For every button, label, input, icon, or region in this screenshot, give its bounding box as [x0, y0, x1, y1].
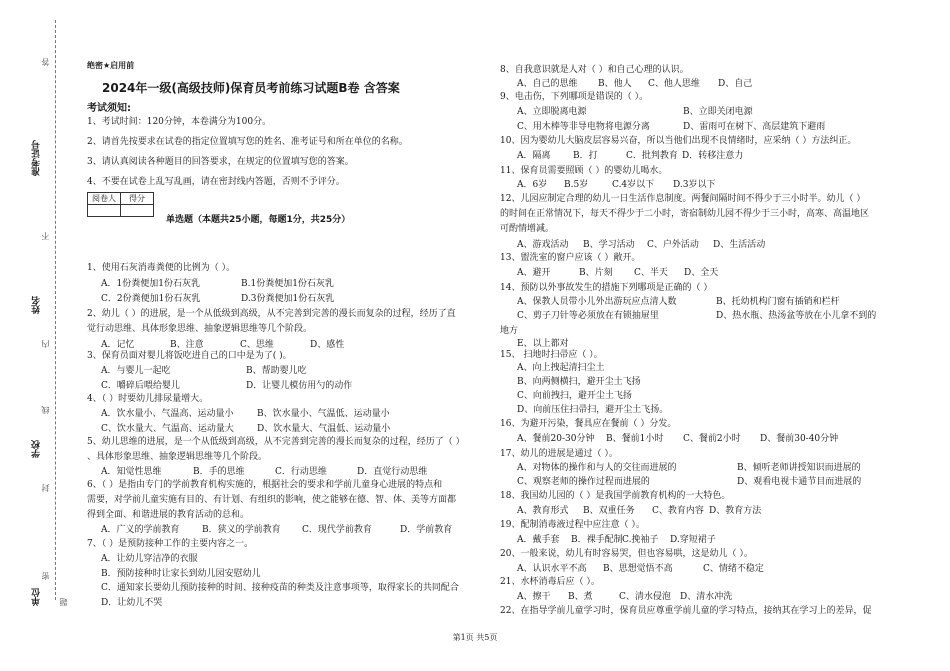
question-line: C、剪子刀针等必须放在有锁抽屉里	[517, 311, 659, 321]
question-line: 12、儿园应制定合理的幼儿一日生活作息制度。两餐间隔时间不得少于三小时半。幼儿（ ）	[500, 194, 866, 204]
question-line: D、感性	[310, 340, 345, 350]
question-line: D.穿短裙子	[670, 535, 716, 545]
question-line: B．狭义的学前教育	[202, 525, 281, 535]
question-line: 14、预防以外事故发生的措施下列哪项是正确的（ ）	[500, 283, 713, 293]
question-line: C．2份粪便加1份石灰乳	[101, 294, 201, 304]
score-table	[87, 192, 154, 217]
question-line: 需要，对学前儿童实施有目的、有计划、有组织的影响，使之能够在德、智、体、美等方面都	[87, 495, 457, 505]
question-line: 10、因为婴幼儿大脑皮层容易兴奋，所以当他们出现不良情绪时，应采纳（ ）方法纠正。	[500, 136, 857, 146]
question-line: B、思想觉悟不高	[603, 564, 673, 574]
question-line: 4、（ ）时要幼儿排尿量增大。	[87, 394, 209, 404]
seal-mark: 封	[41, 484, 50, 492]
question-line: 20、一般来说，幼儿有时容易哭，但也容易哄，这是幼儿（ ）。	[500, 549, 753, 559]
question-line: B．手的思维	[193, 467, 245, 477]
question-line: B、片刻	[579, 268, 613, 278]
question-line: A、对物体的操作和与人的交往而进展的	[517, 463, 677, 473]
school-label: 学校	[32, 440, 42, 458]
question-line: C.挽袖子	[622, 535, 659, 545]
question-line: 5、幼儿思维的进展，是一个从低级到高级，从不完善到完善的漫长而复杂的过程，经历了（ ）	[87, 437, 465, 447]
question-line: B、倾听老师讲授知识而进展的	[737, 463, 861, 473]
question-line: 13、盥洗室的窗户应该（ ）敞开。	[500, 253, 641, 263]
question-line: B.5岁	[564, 180, 589, 190]
question-line: D.3岁以下	[673, 180, 716, 190]
question-line: C、餐前2小时	[683, 434, 741, 444]
question-line: 7、（ ）是预防接种工作的主要内容之一。	[87, 539, 254, 549]
seal-mark: 答	[41, 58, 50, 66]
question-line: C、教育内容	[652, 506, 704, 516]
question-line: 9、电击伤，下列哪项是错误的（ ）。	[500, 92, 649, 102]
question-line: C、清水侵泡	[619, 592, 671, 602]
question-line: D.3份粪便加1份石灰乳	[241, 294, 335, 304]
seal-mark: 内	[41, 340, 50, 348]
question-line: C、他人思维	[648, 79, 700, 89]
question-line: 18、我国幼儿园的（ ）是我国学前教育机构的一大特色。	[500, 491, 731, 501]
question-line: A．让幼儿穿洁净的衣服	[101, 554, 198, 564]
question-line: D、全天	[684, 268, 719, 278]
question-line: B、双重任务	[583, 506, 635, 516]
question-line: 、具体形象思维、抽象逻辑思维等几个阶段。	[87, 452, 268, 462]
question-line: D、向前压住扫帚扫，避开尘土飞扬。	[517, 405, 669, 415]
question-line: A、擦干	[517, 592, 551, 602]
question-line: A．广义的学前教育	[101, 525, 180, 535]
question-line: 11、保育员需要照顾（ ）的婴幼儿喝水。	[500, 166, 668, 176]
question-line: D．转移注意力	[682, 151, 744, 161]
question-line: 15、 扫地时扫帚应（ ）。	[500, 350, 603, 360]
question-line: 19、配制消毒液过程中应注意（ ）。	[500, 520, 645, 530]
question-line: E、以上都对	[517, 339, 569, 349]
question-line: A．饮水量小、气温高、运动量小	[101, 409, 234, 419]
grader-cell: 阅卷人	[88, 193, 121, 205]
notice-item: 1、考试时间：120分钟，本卷满分为100分。	[87, 117, 272, 127]
question-line: D．直觉行动思维	[357, 467, 428, 477]
question-line: 觉行动思维、具体形象思维、抽象逻辑思维等几个阶段。	[87, 324, 313, 334]
question-line: A．知觉性思维	[101, 467, 162, 477]
page-footer: 第1页 共5页	[452, 633, 498, 642]
question-line: A．与婴儿一起吃	[101, 366, 171, 376]
unit-label: 单位	[32, 588, 42, 606]
question-line: C．通知家长要幼儿预防接种的时间、接种疫苗的种类及注意事项等，取得家长的共同配合	[101, 583, 459, 593]
question-line: B．裸手配制	[571, 535, 623, 545]
seal-dashed-line	[55, 20, 56, 600]
question-line: 2、幼儿（ ）的进展，是一个从低级到高级，从不完善到完善的漫长而复杂的过程，经历了直	[87, 309, 456, 319]
question-line: D、雷雨可在树下、高层建筑下避雨	[683, 122, 826, 132]
question-line: D、生活活动	[713, 240, 766, 250]
question-line: A．戴手套	[517, 535, 560, 545]
seal-mark: 题	[59, 598, 68, 606]
name-label: 姓名	[32, 296, 42, 314]
notice-heading: 考试须知:	[87, 103, 131, 114]
confidential-mark: 绝密★启用前	[87, 61, 135, 70]
page-title: 2024年一级(高级技师)保育员考前练习试题B卷 含答案	[102, 81, 400, 95]
question-line: C、用木棒等非导电物将电源分离	[517, 122, 650, 132]
question-line: 可酌情增减。	[500, 224, 555, 234]
question-line: D、观看电视卡通节目而进展的	[737, 477, 862, 487]
question-line: D、餐前30-40分钟	[760, 434, 839, 444]
seal-mark: 不	[41, 232, 50, 240]
question-line: D、热水瓶、热汤盆等放在小儿拿不到的	[716, 311, 877, 321]
question-line: C、半天	[634, 268, 668, 278]
question-line: B、立即关闭电源	[683, 107, 753, 117]
question-line: B、餐前1小时	[606, 434, 664, 444]
question-line: 得到全面、和谐进展的教育活动的总和。	[87, 510, 250, 520]
exam-number-label: 准考证号	[32, 140, 42, 176]
question-line: C.4岁以下	[612, 180, 655, 190]
question-line: D．让婴儿模仿用勺的动作	[246, 381, 353, 391]
question-line: 3、保育员面对婴儿将饭吃进自己的口中是为了( )。	[87, 351, 292, 361]
question-line: A、教育形式	[517, 506, 569, 516]
seal-mark: 密	[41, 572, 50, 580]
question-line: 8、自我意识就是人对（ ）和自己心理的认识。	[500, 65, 689, 75]
question-line: A、向上拽起清扫尘土	[517, 363, 605, 373]
question-line: A、保教人员带小儿外出游玩应点清人数	[517, 297, 677, 307]
question-line: 22、在指导学前儿童学习时，保育员应尊重学前儿童的学习特点，接纳其在学习上的差异，促	[500, 606, 872, 616]
question-line: C．现代学前教育	[302, 525, 372, 535]
question-line: B.1份粪便加1份石灰乳	[241, 279, 334, 289]
question-line: C、户外活动	[647, 240, 699, 250]
question-line: D、自己	[718, 79, 753, 89]
question-line: 1、使用石灰消毒粪便的比例为（ ）。	[87, 263, 236, 273]
question-line: 的时间在正常情况下，每天不得少于二小时，寄宿制幼儿园不得少于三小时，高寒、高温地区	[500, 209, 870, 219]
question-line: C、观察老师的操作过程而进展的	[517, 477, 650, 487]
question-line: C、饮水量大、气温高、运动量大	[101, 424, 234, 434]
question-line: B．预防接种时让家长到幼儿园安慰幼儿	[101, 569, 261, 579]
question-line: B、学习活动	[583, 240, 635, 250]
question-line: B．打	[573, 151, 598, 161]
question-line: D．让幼儿不哭	[101, 598, 163, 608]
question-line: A．1份粪便加1份石灰乳	[101, 279, 200, 289]
question-line: C．嚼碎后喂给婴儿	[101, 381, 180, 391]
question-line: 17、幼儿的进展是通过（ ）。	[500, 449, 618, 459]
question-line: D．学前教育	[400, 525, 453, 535]
question-line: 16、为避开污染，餐具应在餐前（ ）分发。	[500, 419, 677, 429]
question-line: 地方	[500, 326, 519, 336]
question-line: A、立即脱离电源	[517, 107, 587, 117]
question-line: A．记忆	[101, 340, 135, 350]
question-line: 6、（ ）是指由专门的学前教育机构实施的，根据社会的要求和学前儿童身心进展的特点和	[87, 480, 443, 490]
question-line: D、教育方法	[709, 506, 762, 516]
score-cell: 得分	[121, 193, 154, 205]
question-line: B、煮	[568, 592, 593, 602]
question-line: A、自己的思维	[517, 79, 578, 89]
question-line: B、向两侧横扫，避开尘土飞扬	[517, 377, 641, 387]
question-line: B、注意	[170, 340, 204, 350]
seal-mark: 线	[41, 406, 50, 414]
question-line: A．隔离	[517, 151, 551, 161]
question-line: B、帮助婴儿吃	[246, 366, 307, 376]
question-line: C、思维	[240, 340, 274, 350]
question-line: B、他人	[598, 79, 632, 89]
grader-blank	[88, 205, 121, 217]
question-line: C．批判教育	[626, 151, 678, 161]
question-line: A、餐前20-30分钟	[517, 434, 595, 444]
question-line: 21、水杯消毒后应（ ）。	[500, 577, 600, 587]
notice-item: 2、请首先按要求在试卷的指定位置填写您的姓名、准考证号和所在单位的名称。	[87, 137, 408, 147]
question-line: B、饮水量小、气温低、运动量小	[257, 409, 390, 419]
question-line: A、认识水平不高	[517, 564, 587, 574]
question-line: B、托幼机构门窗有插销和栏杆	[716, 297, 840, 307]
question-line: A、游戏活动	[517, 240, 569, 250]
question-line: C．行动思维	[275, 467, 327, 477]
notice-item: 3、请认真阅读各种题目的回答要求，在规定的位置填写您的答案。	[87, 157, 354, 167]
question-line: A、避开	[517, 268, 551, 278]
notice-item: 4、不要在试卷上乱写乱画，请在密封线内答题，否则不予评分。	[87, 177, 345, 187]
question-line: C、向前拽扫，避开尘土飞扬	[517, 391, 632, 401]
score-blank	[121, 205, 154, 217]
question-line: D、清水冲洗	[680, 592, 733, 602]
question-line: C、情绪不稳定	[703, 564, 764, 574]
question-line: A．6岁	[517, 180, 548, 190]
section-title: 单选题（本题共25小题，每题1分，共25分）	[166, 215, 351, 225]
question-line: D、饮水量大、气温低、运动量小	[257, 424, 391, 434]
